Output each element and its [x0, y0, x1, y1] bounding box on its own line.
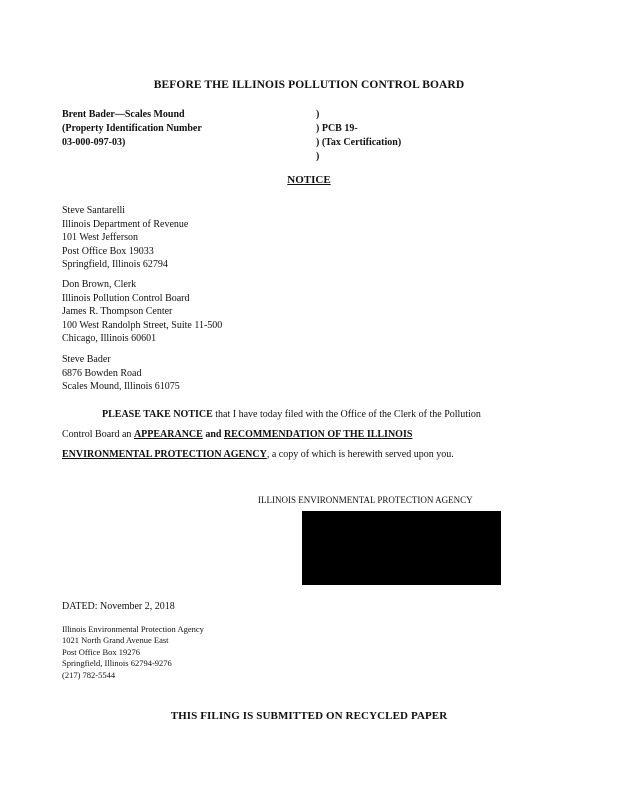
sender-address	[62, 624, 204, 681]
redacted-signature-block	[302, 511, 501, 585]
address-line: Chicago, Illinois 60601	[62, 333, 157, 345]
body-text: , a copy of which is herewith served upon you.	[266, 449, 454, 460]
address-line: 100 West Randolph Street, Suite 11-500	[62, 319, 223, 331]
address-line: 6876 Bowden Road	[62, 367, 142, 379]
caption-line: )	[316, 151, 320, 162]
footer-recycled-notice: THIS FILING IS SUBMITTED ON RECYCLED PAPER	[170, 710, 448, 722]
address-line: 101 West Jefferson	[62, 232, 139, 244]
dated-line: DATED: November 2, 2018	[62, 601, 175, 612]
appearance-label: APPEARANCE	[133, 429, 203, 440]
address-line: Springfield, Illinois 62794-9276	[62, 658, 172, 669]
address-line: Illinois Pollution Control Board	[62, 292, 190, 304]
address-line: Illinois Environmental Protection Agency	[62, 624, 204, 634]
body-text: Control Board an	[62, 429, 134, 440]
address-line: Illinois Department of Revenue	[62, 218, 189, 230]
address-line: Don Brown, Clerk	[62, 279, 137, 290]
body-line	[62, 405, 481, 425]
document-title: BEFORE THE ILLINOIS POLLUTION CONTROL BOARD	[153, 79, 465, 91]
caption-line: )	[316, 109, 320, 120]
body-text: that I have today filed with the Office of the Clerk of the Pollution	[212, 409, 481, 420]
address-line: (217) 782-5544	[62, 669, 116, 680]
caption-left	[62, 108, 202, 150]
body-line	[62, 425, 481, 445]
address-line: Steve Santarelli	[62, 205, 126, 216]
body-line	[62, 445, 481, 465]
caption-line: ) (Tax Certification)	[316, 137, 402, 148]
caption-line: Brent Bader—Scales Mound	[62, 109, 185, 120]
address-line: Post Office Box 19033	[62, 245, 154, 257]
address-line: Springfield, Illinois 62794	[62, 259, 168, 271]
recipient-address	[62, 204, 188, 272]
agency-label: ENVIRONMENTAL PROTECTION AGENCY	[62, 449, 267, 460]
signature-agency: ILLINOIS ENVIRONMENTAL PROTECTION AGENCY	[258, 495, 473, 505]
recipient-address	[62, 278, 222, 346]
caption-line: ) PCB 19-	[316, 123, 358, 134]
body-text: and	[202, 429, 224, 440]
address-line: Steve Bader	[62, 354, 111, 365]
notice-body	[62, 405, 481, 465]
recommendation-label: RECOMMENDATION OF THE ILLINOIS	[223, 429, 413, 440]
recipient-address	[62, 353, 180, 394]
address-line: Post Office Box 19276	[62, 646, 140, 657]
address-line: Scales Mound, Illinois 61075	[62, 381, 180, 393]
address-line: James R. Thompson Center	[62, 306, 173, 318]
caption-line: 03-000-097-03)	[62, 137, 126, 148]
notice-lead: PLEASE TAKE NOTICE	[102, 409, 213, 420]
caption-right	[316, 108, 401, 164]
notice-heading: NOTICE	[287, 174, 331, 186]
caption-line: (Property Identification Number	[62, 123, 202, 134]
address-line: 1021 North Grand Avenue East	[62, 635, 169, 646]
